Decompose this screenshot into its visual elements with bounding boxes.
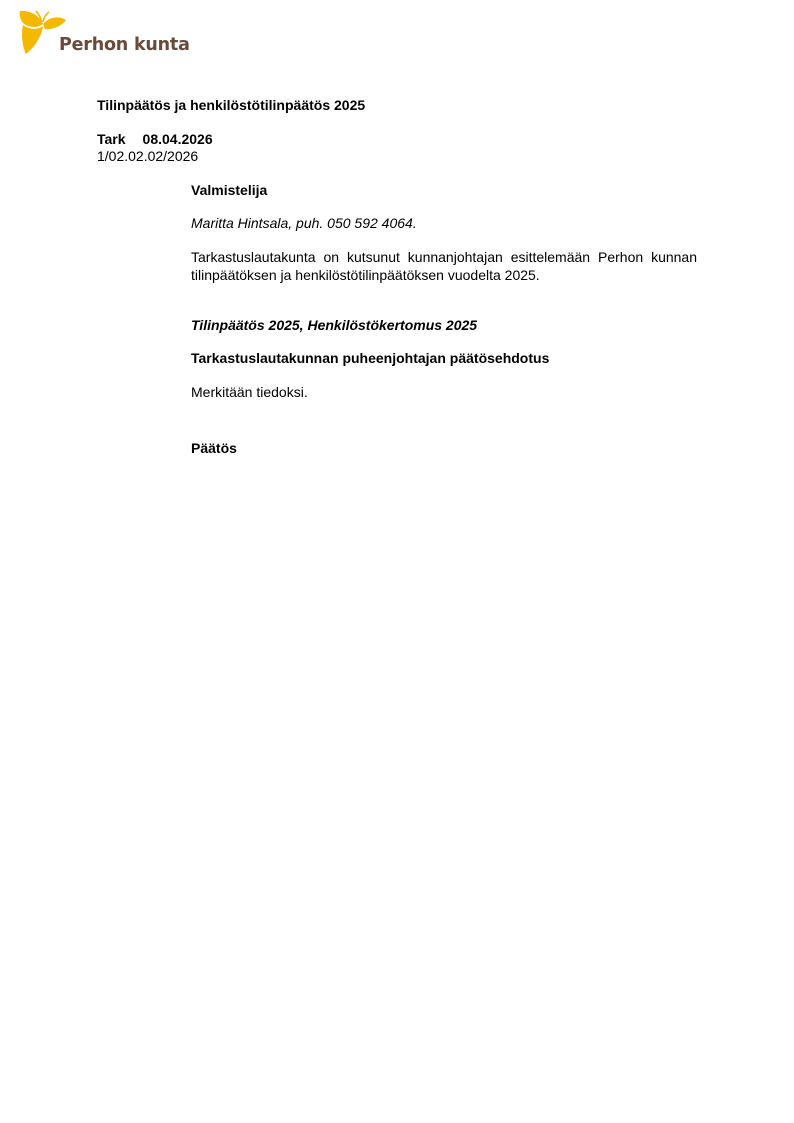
document-title: Tilinpäätös ja henkilöstötilinpäätös 2025 [97, 97, 366, 113]
proposal-heading: Tarkastuslautakunnan puheenjohtajan päätösehdotus [191, 350, 550, 366]
logo-text: Perhon kunta [59, 35, 190, 55]
body-abbreviation: Tark [97, 131, 126, 147]
decision-heading: Päätös [191, 440, 237, 456]
attachments-line: Tilinpäätös 2025, Henkilöstökertomus 2025 [191, 317, 478, 333]
preparer-contact: Maritta Hintsala, puh. 050 592 4064. [191, 215, 417, 231]
description-paragraph: Tarkastuslautakunta on kutsunut kunnanjohtajan esittelemään Perhon kunnan tilinpäätöksen ja henkilöstötilinpäätöksen vuodelta 2025. [191, 249, 697, 283]
meeting-info [97, 131, 213, 147]
preparer-heading: Valmistelija [191, 182, 268, 198]
meeting-date: 08.04.2026 [142, 131, 213, 147]
proposal-text: Merkitään tiedoksi. [191, 384, 308, 400]
case-number: 1/02.02.02/2026 [97, 148, 199, 164]
perho-logo [18, 8, 190, 56]
